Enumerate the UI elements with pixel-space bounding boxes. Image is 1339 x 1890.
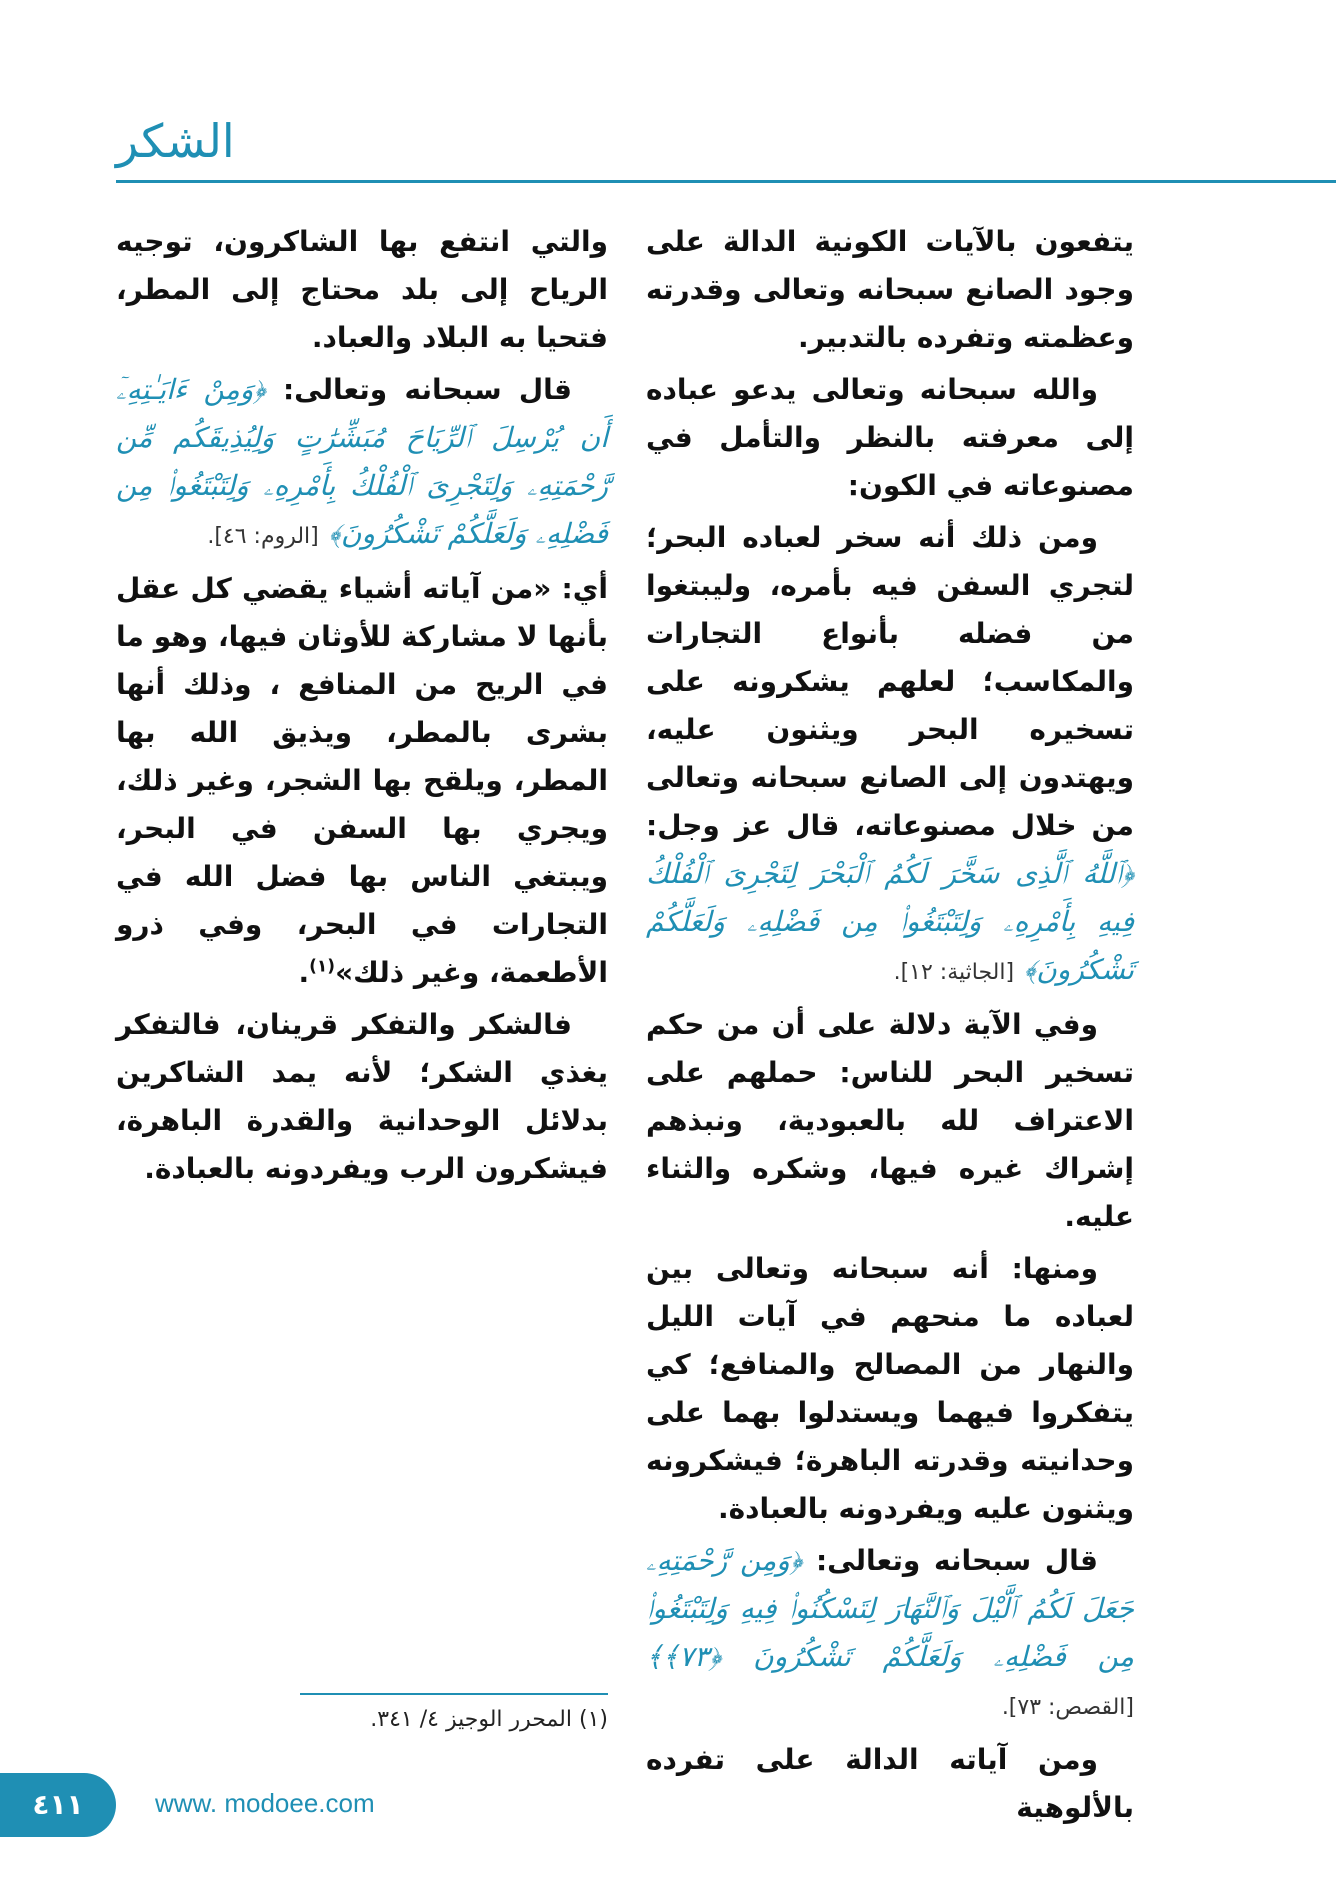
footnote-divider	[300, 1693, 608, 1695]
verse-citation: [الروم: ٤٦].	[207, 524, 319, 549]
paragraph: والله سبحانه وتعالى يدعو عباده إلى معرفته بالنظر والتأمل في مصنوعاته في الكون:	[646, 373, 1134, 502]
paragraph-with-verse	[646, 514, 1134, 997]
paragraph-end: .	[298, 956, 310, 989]
footnote-reference[interactable]: (١)	[309, 956, 336, 977]
paragraph: ومن آياته الدالة على تفرده بالألوهية	[646, 1743, 1134, 1824]
paragraph: يتفعون بالآيات الكونية الدالة على وجود الصانع سبحانه وتعالى وقدرته وعظمته وتفرده بالتدبير.	[646, 225, 1134, 354]
paragraph-text: أي: «من آياته أشياء يقضي كل عقل بأنها لا مشاركة للأوثان فيها، وهو ما في الريح من المنافع ، وذلك أنها بشرى بالمطر، ويذيق الله بها المطر، ويلقح بها الشجر، وغير ذلك، ويجري بها السفن في البحر، ويبتغي الناس بها فضل الله في التجارات في البحر، وفي ذرو الأطعمة، وغير ذلك»	[116, 572, 608, 989]
paragraph: فالشكر والتفكر قرينان، فالتفكر يغذي الشكر؛ لأنه يمد الشاكرين بدلائل الوحدانية والقدرة الباهرة، فيشكرون الرب ويفردونه بالعبادة.	[116, 1008, 608, 1185]
right-column	[646, 218, 1134, 1836]
paragraph: والتي انتفع بها الشاكرون، توجيه الرياح إلى بلد محتاج إلى المطر، فتحيا به البلاد والعباد.	[116, 225, 608, 354]
paragraph-text: ومن ذلك أنه سخر لعباده البحر؛ لتجري السفن فيه بأمره، وليبتغوا من فضله بأنواع التجارات والمكاسب؛ لعلهم يشكرونه على تسخيره البحر ويثنون عليه، ويهتدون إلى الصانع سبحانه وتعالى من خلال مصنوعاته، قال عز وجل:	[646, 521, 1134, 842]
paragraph-with-footnote	[116, 565, 608, 997]
header-divider	[116, 180, 1336, 183]
paragraph: ومنها: أنه سبحانه وتعالى بين لعباده ما منحهم في آيات الليل والنهار من المصالح والمنافع؛ كي يتفكروا فيهما ويستدلوا بهما على وحدانيته وقدرته الباهرة؛ فيشكرونه ويثنون عليه ويفردونه بالعبادة.	[646, 1252, 1134, 1525]
footnote: (١) المحرر الوجيز ٤/ ٣٤١.	[370, 1707, 608, 1732]
paragraph-text: قال سبحانه وتعالى:	[282, 373, 572, 406]
page-number-badge: ٤١١	[0, 1773, 116, 1837]
paragraph-with-verse	[116, 366, 608, 561]
quran-verse: ﴿ٱللَّهُ ٱلَّذِى سَخَّرَ لَكُمُ ٱلْبَحْرَ لِتَجْرِىَ ٱلْفُلْكُ فِيهِ بِأَمْرِهِۦ وَلِتَبْتَغُوا۟ مِن فَضْلِهِۦ وَلَعَلَّكُمْ تَشْكُرُونَ﴾	[646, 857, 1134, 986]
page-title: الشكر	[116, 114, 235, 168]
left-column	[116, 218, 608, 1197]
verse-citation: [القصص: ٧٣].	[1001, 1695, 1134, 1720]
paragraph-text: قال سبحانه وتعالى:	[815, 1544, 1098, 1577]
verse-citation: [الجاثية: ١٢].	[893, 960, 1015, 985]
paragraph-with-verse	[646, 1537, 1134, 1732]
quran-verse: ﴿وَمِن رَّحْمَتِهِۦ جَعَلَ لَكُمُ ٱلَّيْلَ وَٱلنَّهَارَ لِتَسْكُنُوا۟ فِيهِ وَلِتَبْتَغُوا۟ مِن فَضْلِهِۦ وَلَعَلَّكُمْ تَشْكُرُونَ ﴿٧٣﴾﴾	[646, 1544, 1134, 1673]
paragraph: وفي الآية دلالة على أن من حكم تسخير البحر للناس: حملهم على الاعتراف لله بالعبودية، ونبذهم إشراك غيره فيها، وشكره والثناء عليه.	[646, 1008, 1134, 1233]
website-link[interactable]: www. modoee.com	[155, 1788, 375, 1818]
quran-verse: ﴿وَمِنْ ءَايَـٰتِهِۦٓ أَن يُرْسِلَ ٱلرِّيَاحَ مُبَشِّرَٰتٍ وَلِيُذِيقَكُم مِّن رَّحْمَتِهِۦ وَلِتَجْرِىَ ٱلْفُلْكُ بِأَمْرِهِۦ وَلِتَبْتَغُوا۟ مِن فَضْلِهِۦ وَلَعَلَّكُمْ تَشْكُرُونَ﴾	[116, 373, 608, 550]
